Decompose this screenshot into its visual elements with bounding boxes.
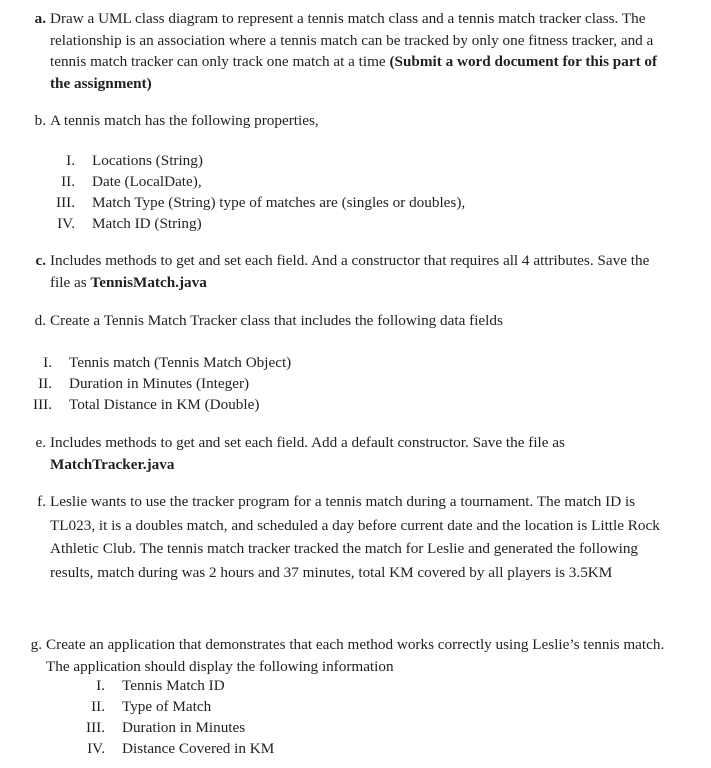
list-item-g	[20, 634, 672, 677]
roman-numeral: IV.	[57, 215, 75, 232]
list-item-d	[24, 310, 672, 332]
item-text-e	[24, 432, 672, 475]
item-text-g: Create an application that demonstrates that each method works correctly using Leslie’s tennis match. The application should display the following information	[46, 636, 665, 675]
roman-text: Locations (String)	[92, 152, 203, 169]
list-item	[41, 171, 465, 192]
list-item	[71, 738, 274, 759]
list-item	[18, 373, 291, 394]
list-item	[71, 717, 274, 738]
roman-text: Duration in Minutes (Integer)	[69, 375, 250, 392]
item-text-b: A tennis match has the following properties,	[50, 112, 319, 129]
roman-numeral: III.	[86, 719, 105, 736]
roman-text: Match Type (String) type of matches are (singles or doubles),	[92, 194, 466, 211]
list-item-e	[24, 432, 672, 475]
item-text-f: Leslie wants to use the tracker program for a tennis match during a tournament. The match ID is TL023, it is a doubles match, and scheduled a day before current date and the location is Little Rock Athletic Club. The tennis match tracker tracked the match for Leslie and generated the following results, match during was 2 hours and 37 minutes, total KM covered by all players is 3.5KM	[50, 493, 660, 581]
list-item	[71, 696, 274, 717]
list-item	[41, 192, 465, 213]
roman-text: Tennis Match ID	[122, 677, 225, 694]
sublist-display-information	[71, 675, 274, 759]
list-item	[18, 394, 291, 415]
item-marker-e: e.	[35, 434, 46, 451]
item-text-c	[24, 250, 672, 293]
roman-text: Type of Match	[122, 698, 212, 715]
roman-text: Match ID (String)	[92, 215, 202, 232]
roman-numeral: II.	[91, 698, 105, 715]
list-item-c	[24, 250, 672, 293]
list-item	[18, 352, 291, 373]
item-marker-d: d.	[34, 312, 46, 329]
roman-numeral: IV.	[87, 740, 105, 757]
item-e-segment-plain: Includes methods to get and set each field. Add a default constructor. Save the file as	[50, 434, 565, 451]
sublist-tracker-fields	[18, 352, 291, 415]
roman-numeral: II.	[61, 173, 75, 190]
list-item	[71, 675, 274, 696]
item-marker-f: f.	[37, 493, 46, 510]
item-marker-b: b.	[34, 112, 46, 129]
roman-text: Distance Covered in KM	[122, 740, 275, 757]
sublist-match-properties	[41, 150, 465, 234]
roman-numeral: I.	[66, 152, 75, 169]
item-c-segment-plain: Includes methods to get and set each field. And a constructor that requires all 4 attributes. Save the file as	[50, 252, 650, 291]
list-item-a	[24, 8, 672, 94]
roman-numeral: III.	[56, 194, 75, 211]
item-a-segment-bold: (Submit a word document for this part of the assignment)	[50, 53, 658, 92]
item-marker-c: c.	[35, 252, 46, 269]
item-c-segment-bold: TennisMatch.java	[90, 273, 207, 291]
roman-text: Duration in Minutes	[122, 719, 246, 736]
list-item	[41, 213, 465, 234]
list-item-b	[24, 110, 672, 132]
roman-numeral: II.	[38, 375, 52, 392]
roman-text: Tennis match (Tennis Match Object)	[69, 354, 292, 371]
roman-text: Total Distance in KM (Double)	[69, 396, 260, 413]
item-text-d: Create a Tennis Match Tracker class that includes the following data fields	[50, 312, 503, 329]
list-item-f	[24, 490, 672, 584]
item-marker-a: a.	[34, 10, 46, 27]
list-item	[41, 150, 465, 171]
roman-numeral: I.	[43, 354, 52, 371]
roman-numeral: I.	[96, 677, 105, 694]
roman-numeral: III.	[33, 396, 52, 413]
item-marker-g: g.	[30, 636, 42, 653]
item-text-a	[24, 8, 672, 94]
roman-text: Date (LocalDate),	[92, 173, 202, 190]
item-e-segment-bold: MatchTracker.java	[50, 455, 175, 473]
item-a-segment-plain: Draw a UML class diagram to represent a tennis match class and a tennis match tracker class. The relationship is an association where a tennis match can be tracked by only one fitness tracker, and a tennis match tracker can only track one match at a time	[50, 10, 654, 70]
